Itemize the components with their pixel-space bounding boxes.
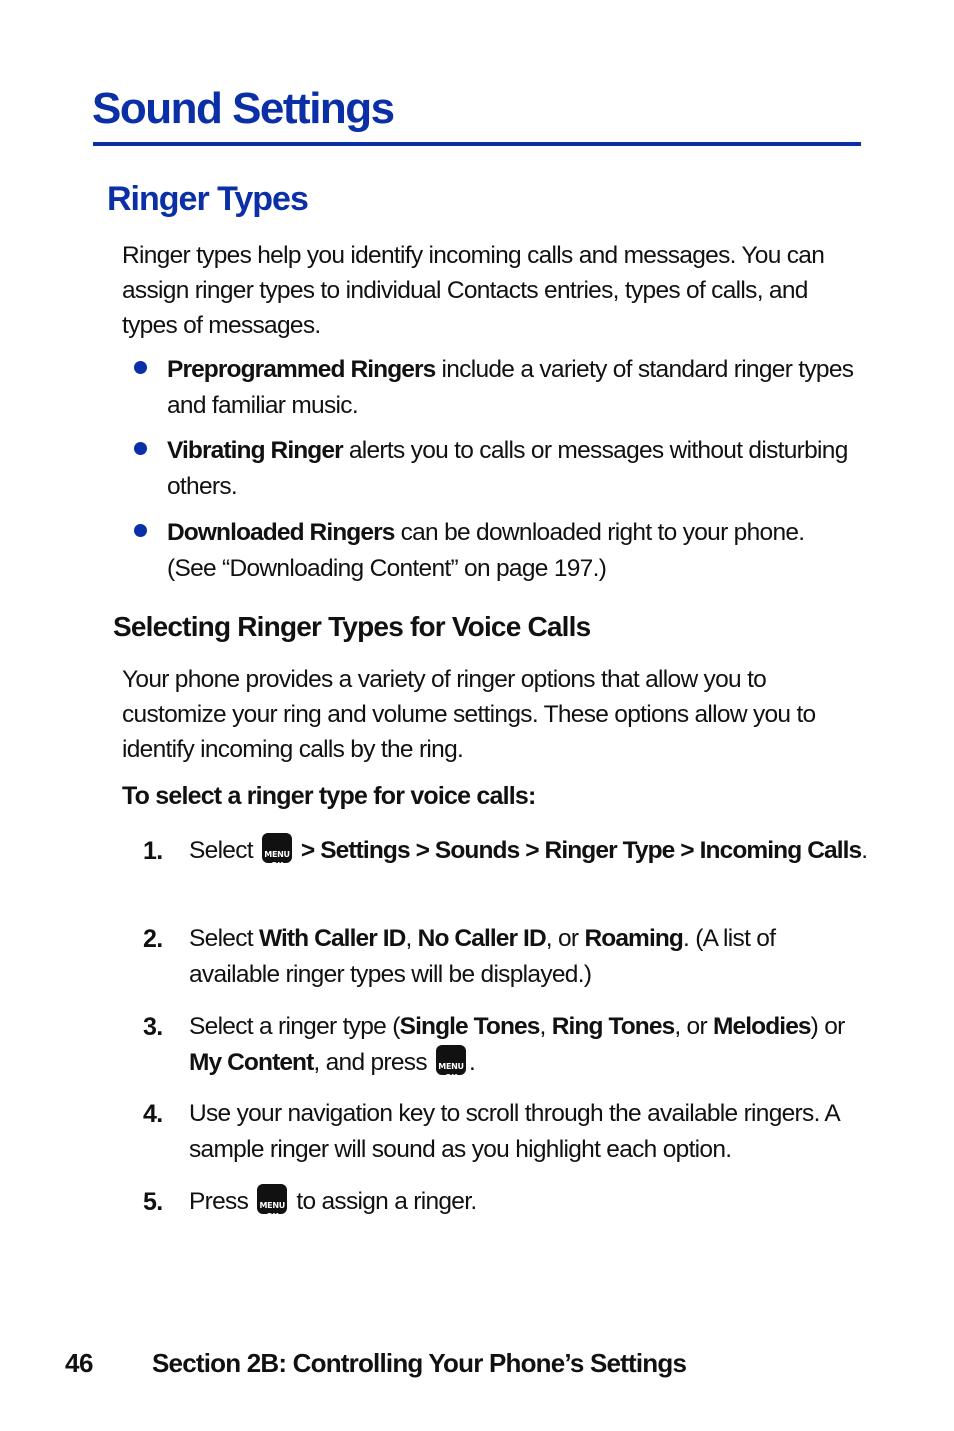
menu-ok-key-icon xyxy=(262,833,292,863)
option-roaming: Roaming xyxy=(584,925,683,952)
step-2 xyxy=(143,921,869,993)
step-text: ) or xyxy=(810,1013,845,1040)
step-text: Select a ringer type ( xyxy=(189,1013,400,1040)
step-3 xyxy=(143,1009,869,1081)
step-text: Use your navigation key to scroll through the available ringers. A sample ringer will sound as you highlight each option. xyxy=(189,1100,839,1163)
step-text: , or xyxy=(674,1013,714,1040)
step-text: Select xyxy=(189,837,259,864)
list-item xyxy=(167,433,857,505)
option-with-caller-id: With Caller ID xyxy=(259,925,406,952)
option-no-caller-id: No Caller ID xyxy=(417,925,546,952)
option-melodies: Melodies xyxy=(713,1013,811,1040)
step-text: Press xyxy=(189,1188,255,1215)
step-number: 5. xyxy=(143,1188,163,1216)
procedure-lead: To select a ringer type for voice calls: xyxy=(122,782,536,810)
bullet-icon xyxy=(134,442,147,455)
step-text: . xyxy=(861,837,868,864)
step-number: 3. xyxy=(143,1013,163,1041)
step-number: 1. xyxy=(143,837,163,865)
section-title: Ringer Types xyxy=(107,180,308,218)
bullet-term: Downloaded Ringers xyxy=(167,519,395,546)
menu-ok-key-icon xyxy=(257,1184,287,1214)
bullet-term: Preprogrammed Ringers xyxy=(167,356,436,383)
step-4 xyxy=(143,1096,869,1168)
title-rule xyxy=(93,142,861,146)
bullet-icon xyxy=(134,361,147,374)
option-single-tones: Single Tones xyxy=(399,1013,540,1040)
list-item xyxy=(167,515,857,587)
bullet-icon xyxy=(134,524,147,537)
page-number: 46 xyxy=(65,1348,93,1378)
step-text: , xyxy=(405,925,418,952)
bullet-text: can be downloaded right to your phone. (See “Downloading Content” on page 197.) xyxy=(167,519,805,582)
page-title: Sound Settings xyxy=(92,84,394,133)
option-ring-tones: Ring Tones xyxy=(551,1013,675,1040)
step-1 xyxy=(143,833,869,869)
option-my-content: My Content xyxy=(189,1049,314,1076)
list-item xyxy=(167,352,857,424)
step-5 xyxy=(143,1184,869,1220)
step-text: , or xyxy=(545,925,585,952)
intro-paragraph: Ringer types help you identify incoming calls and messages. You can assign ringer types to individual Contacts entries, types of calls, and types of messages. xyxy=(122,242,825,339)
subsection-paragraph: Your phone provides a variety of ringer options that allow you to customize your ring and volume settings. These options allow you to identify incoming calls by the ring. xyxy=(122,666,816,763)
bullet-term: Vibrating Ringer xyxy=(167,437,343,464)
menu-path: > Settings > Sounds > Ringer Type > Incoming Calls xyxy=(295,837,862,864)
step-text: to assign a ringer. xyxy=(290,1188,477,1215)
step-number: 4. xyxy=(143,1100,163,1128)
subsection-title: Selecting Ringer Types for Voice Calls xyxy=(113,611,591,642)
step-text: . (A list of available ringer types will be displayed.) xyxy=(189,925,776,988)
footer-section-title: Section 2B: Controlling Your Phone’s Settings xyxy=(152,1348,687,1378)
menu-ok-key-icon xyxy=(436,1045,466,1075)
step-text: . xyxy=(469,1049,476,1076)
bullet-text: alerts you to calls or messages without disturbing others. xyxy=(167,437,848,500)
step-text: , and press xyxy=(313,1049,433,1076)
step-number: 2. xyxy=(143,925,163,953)
bullet-text: include a variety of standard ringer types and familiar music. xyxy=(167,356,854,419)
step-text: , xyxy=(539,1013,552,1040)
step-text: Select xyxy=(189,925,259,952)
